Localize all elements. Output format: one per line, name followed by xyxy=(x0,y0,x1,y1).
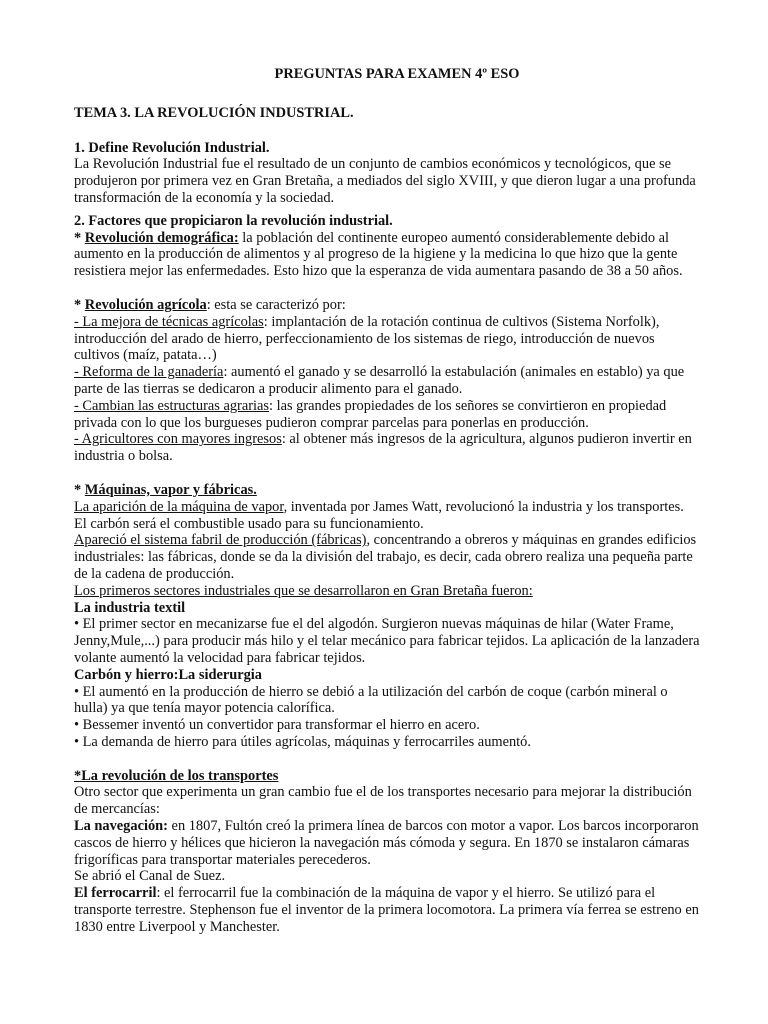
navegacion-paragraph xyxy=(74,818,700,868)
agricola-item-label: - Reforma de la ganadería xyxy=(74,364,224,381)
maquinas-star: * xyxy=(74,481,85,498)
agricola-item-label: - Cambian las estructuras agrarias xyxy=(74,397,269,414)
siderurgia-item: • La demanda de hierro para útiles agrícolas, máquinas y ferrocarriles aumentó. xyxy=(74,733,531,750)
question-1-title: 1. Define Revolución Industrial. xyxy=(74,139,270,156)
navegacion-text: en 1807, Fultón creó la primera línea de barcos con motor a vapor. Los barcos incorporaron cascos de hierro y hélices que hicieron la navegación más cómoda y segura. En 1870 se instalaron cámaras frigoríficas para transportar materiales perecederos. xyxy=(74,818,699,868)
siderurgia-item: • Bessemer inventó un convertidor para transformar el hierro en acero. xyxy=(74,717,480,734)
sistema-fabril-text: , concentrando a obreros y máquinas en grandes edificios industriales: las fábricas, donde se da la división del trabajo, es decir, cada obrero realiza una pequeña parte de la cadena de producción. xyxy=(74,532,697,582)
suez-line: Se abrió el Canal de Suez. xyxy=(74,868,226,885)
agricola-item xyxy=(74,431,700,465)
maquina-vapor-label: La aparición de la máquina de vapor xyxy=(74,498,284,515)
maquina-vapor-paragraph xyxy=(74,499,700,533)
agricola-paragraph xyxy=(74,297,700,314)
demografica-paragraph xyxy=(74,230,700,280)
agricola-item xyxy=(74,364,700,398)
agricola-item-text: : las grandes propiedades de los señores se convirtieron en propiedad privada con lo que los burgueses pudieron comprar parcelas para ponerlas en producción. xyxy=(74,397,667,431)
demografica-star: * xyxy=(74,229,85,246)
sistema-fabril-label: Apareció el sistema fabril de producción (fábricas) xyxy=(74,532,367,549)
transportes-heading: *La revolución de los transportes xyxy=(74,767,279,784)
sectores-label: Los primeros sectores industriales que se desarrollaron en Gran Bretaña fueron: xyxy=(74,582,533,599)
ferrocarril-label: El ferrocarril xyxy=(74,885,157,902)
sectores-intro xyxy=(74,583,700,600)
ferrocarril-text: : el ferrocarril fue la combinación de la máquina de vapor y el hierro. Se utilizó para el transporte terrestre. Stephenson fue el inventor de la primera locomotora. La primera vía ferrea se estreno en 1830 entre Liverpool y Manchester. xyxy=(74,885,699,935)
textil-item: • El primer sector en mecanizarse fue el del algodón. Surgieron nuevas máquinas de hilar (Water Frame, Jenny,Mule,...) para producir más hilo y el telar mecánico para fabricar tejidos. La aplicación de la lanzadera volante aumentó la velocidad para fabricar tejidos. xyxy=(74,616,700,666)
agricola-item-text: : al obtener más ingresos de la agricultura, algunos pudieron invertir en industria o bolsa. xyxy=(74,431,692,465)
agricola-item xyxy=(74,398,700,432)
demografica-text: la población del continente europeo aumentó considerablemente debido al aumento en la producción de alimentos y al progreso de la higiene y la medicina lo que hizo que la gente resistiera mejor las enfermedades. Esto hizo que la esperanza de vida aumentara pasando de 38 a 50 años. xyxy=(74,229,683,280)
siderurgia-item: • El aumentó en la producción de hierro se debió a la utilización del carbón de coque (carbón mineral o hulla) ya que tenía mayor potencia calorífica. xyxy=(74,683,668,717)
textil-title: La industria textil xyxy=(74,599,186,616)
agricola-label: Revolución agrícola xyxy=(84,296,207,313)
maquina-vapor-text: , inventada por James Watt, revolucionó la industria y los transportes. El carbón será el combustible usado para su funcionamiento. xyxy=(74,498,684,532)
ferrocarril-paragraph xyxy=(74,885,700,935)
demografica-label: Revolución demográfica: xyxy=(84,229,239,246)
sistema-fabril-paragraph xyxy=(74,532,700,582)
transportes-intro: Otro sector que experimenta un gran cambio fue el de los transportes necesario para mejorar la distribución de mercancías: xyxy=(74,784,692,818)
agricola-item xyxy=(74,314,700,364)
agricola-item-text: : aumentó el ganado y se desarrolló la estabulación (animales en establo) ya que parte de las tierras se dedicaron a producir alimento para el ganado. xyxy=(74,364,685,397)
document-title: PREGUNTAS PARA EXAMEN 4º ESO xyxy=(274,66,520,82)
tema-heading: TEMA 3. LA REVOLUCIÓN INDUSTRIAL. xyxy=(74,104,354,121)
question-2-title: 2. Factores que propiciaron la revolución industrial. xyxy=(74,212,393,229)
agricola-text: : esta se caracterizó por: xyxy=(206,296,346,313)
agricola-item-text: : implantación de la rotación continua de cultivos (Sistema Norfolk), introducción del arado de hierro, perfeccionamiento de los sistemas de riego, introducción de nuevos cultivos (maíz, patata…) xyxy=(74,313,660,364)
siderurgia-title: Carbón y hierro:La siderurgia xyxy=(74,666,263,683)
agricola-star: * xyxy=(74,296,85,313)
agricola-item-label: - Agricultores con mayores ingresos xyxy=(74,431,282,448)
maquinas-label: Máquinas, vapor y fábricas. xyxy=(84,481,257,498)
document-body xyxy=(74,66,700,936)
agricola-item-label: - La mejora de técnicas agrícolas xyxy=(74,313,264,330)
navegacion-label: La navegación: xyxy=(74,818,168,835)
maquinas-heading xyxy=(74,482,700,499)
question-1-answer: La Revolución Industrial fue el resultado de un conjunto de cambios económicos y tecnológicos, que se produjeron por primera vez en Gran Bretaña, a mediados del siglo XVIII, y que dieron lugar a una profunda transformación de la economía y la sociedad. xyxy=(74,156,696,206)
